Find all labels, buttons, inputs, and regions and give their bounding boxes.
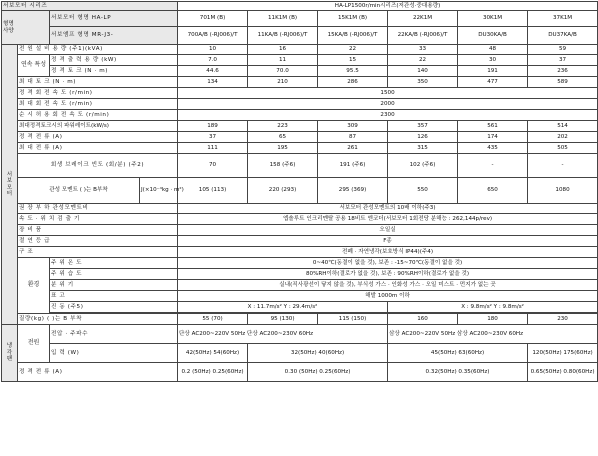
cell-value: 126	[388, 132, 458, 143]
mass-row	[2, 314, 598, 325]
cell-value: 115 (150)	[318, 314, 388, 325]
cell-value: 477	[458, 77, 528, 88]
cell-value: 111	[178, 143, 248, 154]
header-motor-row	[2, 11, 598, 27]
structure-row	[2, 247, 598, 258]
cell-value: 505	[528, 143, 598, 154]
cooling-fan-side-label	[2, 325, 18, 382]
rated-current-row	[2, 132, 598, 143]
spec-label: 사양	[3, 27, 14, 34]
amp-type-label: 서보앰프 형명 MR-J3-	[50, 27, 178, 45]
cell-value: 22	[388, 55, 458, 66]
insulation-value: F종	[178, 236, 598, 247]
cell-value: 105 (113)	[178, 178, 248, 204]
cell-value: 195	[248, 143, 318, 154]
structure-value: 전폐 · 자연냉각(보호방식 IP44)(주4)	[178, 247, 598, 258]
cell-value: 120(50Hz) 175(60Hz)	[528, 344, 598, 363]
amp-model: 15KA/B (-RJ006)/T	[318, 27, 388, 45]
regen-brake-row	[2, 154, 598, 178]
rated-output-label: 정 격 출 력 용 량 (kW)	[50, 55, 178, 66]
cell-value: 70	[178, 154, 248, 178]
header-series-row	[2, 2, 598, 11]
insulation-row	[2, 236, 598, 247]
fan-voltage-single-phase: 단상 AC200~220V 50Hz 단상 AC200~230V 60Hz	[178, 325, 388, 344]
cell-value: 15	[318, 55, 388, 66]
env-altitude-row	[2, 291, 598, 302]
env-atmosphere-label: 분 위 기	[50, 280, 178, 291]
env-vibration-label: 진 동 (주5)	[50, 302, 178, 313]
cell-value: 30	[458, 55, 528, 66]
cell-value: 158 (주6)	[248, 154, 318, 178]
cell-value: 236	[528, 66, 598, 77]
cell-value: 45(50Hz) 63(60Hz)	[388, 344, 528, 363]
env-vibration-row	[2, 302, 598, 313]
motor-model: 11K1M (B)	[248, 11, 318, 27]
load-inertia-value: 서보모터 관성모멘트의 10배 이하(주3)	[178, 204, 598, 214]
motor-model: 37K1M	[528, 11, 598, 27]
allow-speed-value: 2300	[178, 110, 598, 121]
motor-model: 701M (B)	[178, 11, 248, 27]
env-vibration-value-a: X : 11.7m/s² Y : 29.4m/s²	[178, 302, 388, 313]
env-temp-value: 0~40℃(동결이 없을 것), 보존 : -15~70℃(동결이 없을 것)	[178, 258, 598, 269]
side-char: 모	[6, 184, 13, 191]
fan-voltage-label: 전압 · 주파수	[50, 325, 178, 344]
cell-value: 16	[248, 45, 318, 55]
cell-value: 191	[458, 66, 528, 77]
env-vibration-value-b: X : 9.8m/s² Y : 9.8m/s²	[388, 302, 598, 313]
cell-value: 134	[178, 77, 248, 88]
regen-brake-label: 회생 브레이크 빈도 (회/분) (주2)	[18, 154, 178, 178]
motor-model: 22K1M	[388, 11, 458, 27]
cell-value: 44.6	[178, 66, 248, 77]
max-torque-row	[2, 77, 598, 88]
rated-torque-label: 정 격 토 크 (N · m)	[50, 66, 178, 77]
rated-current-label: 정 격 전 류 (A)	[18, 132, 178, 143]
env-humidity-label: 주 위 습 도	[50, 269, 178, 280]
header-amp-row	[2, 27, 598, 45]
rated-speed-row	[2, 88, 598, 99]
motor-model: 30K1M	[458, 11, 528, 27]
cell-value: 95.5	[318, 66, 388, 77]
cell-value: 11	[248, 55, 318, 66]
fan-current-row	[2, 363, 598, 382]
detector-label: 속 도 · 위 치 검 출 기	[18, 214, 178, 225]
cell-value: 230	[528, 314, 598, 325]
cell-value: 286	[318, 77, 388, 88]
cell-value: 33	[388, 45, 458, 55]
capacity-label: 전 원 설 비 용 량 (주1)(kVA)	[18, 45, 178, 55]
fan-current-label: 정 격 전 류 (A)	[18, 363, 178, 382]
cell-value: 650	[458, 178, 528, 204]
cell-value: 10	[178, 45, 248, 55]
cell-value: 0.32(50Hz) 0.35(60Hz)	[388, 363, 528, 382]
cell-value: 160	[388, 314, 458, 325]
cell-value: 65	[248, 132, 318, 143]
inertia-label: 관성 모멘트 ( )는 B부착	[18, 178, 140, 204]
accessory-value: 오일실	[178, 225, 598, 236]
side-char: 서	[6, 171, 13, 178]
cell-value: 55 (70)	[178, 314, 248, 325]
capacity-row	[2, 45, 598, 55]
mass-label: 질량(kg) ( )는 B 부착	[18, 314, 178, 325]
cell-value: 191 (주6)	[318, 154, 388, 178]
side-char: 각	[6, 349, 13, 356]
cell-value: 102 (주6)	[388, 154, 458, 178]
max-speed-label: 최 대 회 전 속 도 (r/min)	[18, 99, 178, 110]
detector-value: 엡솔루트 인크리멘탈 공용 18비트 엔코더(서보모터 1회전당 분해능 : 262,144p/rev)	[178, 214, 598, 225]
fan-voltage-row	[2, 325, 598, 344]
fan-power-group-label: 전원	[18, 325, 50, 363]
motor-type-label: 서보모터 형명 HA-LP	[50, 11, 178, 27]
cell-value: -	[528, 154, 598, 178]
env-temp-row	[2, 258, 598, 269]
env-atmosphere-row	[2, 280, 598, 291]
cell-value: 0.2 (50Hz) 0.25(60Hz)	[178, 363, 248, 382]
cell-value: 95 (130)	[248, 314, 318, 325]
fan-input-row	[2, 344, 598, 363]
side-char: 터	[6, 190, 13, 197]
cell-value: 295 (369)	[318, 178, 388, 204]
continuous-group-label: 연속 특성	[18, 55, 50, 77]
power-rate-label: 최대정격토크시의 파워레이트(kW/s)	[18, 121, 178, 132]
cell-value: 87	[318, 132, 388, 143]
cell-value: 357	[388, 121, 458, 132]
fan-input-label: 입 력 (W)	[50, 344, 178, 363]
env-temp-label: 주 위 온 도	[50, 258, 178, 269]
rated-output-row	[2, 55, 598, 66]
cell-value: 32(50Hz) 40(60Hz)	[248, 344, 388, 363]
allow-speed-row	[2, 110, 598, 121]
max-torque-label: 최 대 토 크 (N · m)	[18, 77, 178, 88]
cell-value: 59	[528, 45, 598, 55]
cell-value: 210	[248, 77, 318, 88]
cell-value: 37	[528, 55, 598, 66]
cell-value: 514	[528, 121, 598, 132]
rated-torque-row	[2, 66, 598, 77]
cell-value: 37	[178, 132, 248, 143]
cell-value: 140	[388, 66, 458, 77]
cell-value: 309	[318, 121, 388, 132]
env-humidity-row	[2, 269, 598, 280]
env-altitude-label: 표 고	[50, 291, 178, 302]
series-value: HA-LP1500r/min시리즈(저관성·중대용량)	[178, 2, 598, 11]
environment-group-label: 환경	[18, 258, 50, 314]
cell-value: 189	[178, 121, 248, 132]
cell-value: 561	[458, 121, 528, 132]
cell-value: 22	[318, 45, 388, 55]
rated-speed-value: 1500	[178, 88, 598, 99]
cell-value: 550	[388, 178, 458, 204]
accessory-label: 장 비 품	[18, 225, 178, 236]
inertia-unit: J(×10⁻⁴kg · m²)	[140, 178, 178, 204]
structure-label: 구 조	[18, 247, 178, 258]
cell-value: 0.65(50Hz) 0.80(60Hz)	[528, 363, 598, 382]
cell-value: 315	[388, 143, 458, 154]
cell-value: -	[458, 154, 528, 178]
cell-value: 48	[458, 45, 528, 55]
side-char: 팬	[6, 356, 13, 363]
cell-value: 589	[528, 77, 598, 88]
cell-value: 42(50Hz) 54(60Hz)	[178, 344, 248, 363]
cell-value: 180	[458, 314, 528, 325]
load-inertia-row	[2, 204, 598, 214]
motor-model: 15K1M (B)	[318, 11, 388, 27]
max-speed-row	[2, 99, 598, 110]
allow-speed-label: 순 시 허 용 회 전 속 도 (r/min)	[18, 110, 178, 121]
cell-value: 1080	[528, 178, 598, 204]
amp-model: DU37KA/B	[528, 27, 598, 45]
amp-model: DU30KA/B	[458, 27, 528, 45]
insulation-label: 절 연 등 급	[18, 236, 178, 247]
cell-value: 435	[458, 143, 528, 154]
cell-value: 70.0	[248, 66, 318, 77]
cell-value: 0.30 (50Hz) 0.25(60Hz)	[248, 363, 388, 382]
model-label: 형명	[3, 21, 14, 28]
amp-model: 700A/B (-RJ006)/T	[178, 27, 248, 45]
cell-value: 220 (293)	[248, 178, 318, 204]
cell-value: 202	[528, 132, 598, 143]
amp-model: 11KA/B (-RJ006)/T	[248, 27, 318, 45]
cell-value: 350	[388, 77, 458, 88]
env-altitude-value: 해발 1000m 이하	[178, 291, 598, 302]
detector-row	[2, 214, 598, 225]
max-speed-value: 2000	[178, 99, 598, 110]
cell-value: 7.0	[178, 55, 248, 66]
load-inertia-label: 권 장 부 하 관성모멘트비	[18, 204, 178, 214]
servo-motor-side-label	[2, 45, 18, 325]
side-char: 보	[6, 178, 13, 185]
series-label: 서보모터 시리즈	[2, 2, 178, 11]
amp-model: 22KA/B (-RJ006)/T	[388, 27, 458, 45]
fan-voltage-three-phase: 삼상 AC200~220V 50Hz 삼상 AC200~230V 60Hz	[388, 325, 598, 344]
power-rate-row	[2, 121, 598, 132]
model-spec-corner	[2, 11, 50, 45]
servo-motor-spec-table	[1, 1, 598, 382]
env-atmosphere-value: 실내(직사광선이 닿지 않을 것), 부식성 가스 · 인화성 가스 · 오일 미스트 · 먼지가 없는 곳	[178, 280, 598, 291]
cell-value: 261	[318, 143, 388, 154]
max-current-label: 최 대 전 류 (A)	[18, 143, 178, 154]
max-current-row	[2, 143, 598, 154]
rated-speed-label: 정 격 회 전 속 도 (r/min)	[18, 88, 178, 99]
accessory-row	[2, 225, 598, 236]
cell-value: 223	[248, 121, 318, 132]
env-humidity-value: 80%RH이하(결로가 없을 것), 보존 : 90%RH이하(결로가 없을 것)	[178, 269, 598, 280]
inertia-row	[2, 178, 598, 204]
side-char: 냉	[6, 343, 13, 350]
cell-value: 174	[458, 132, 528, 143]
